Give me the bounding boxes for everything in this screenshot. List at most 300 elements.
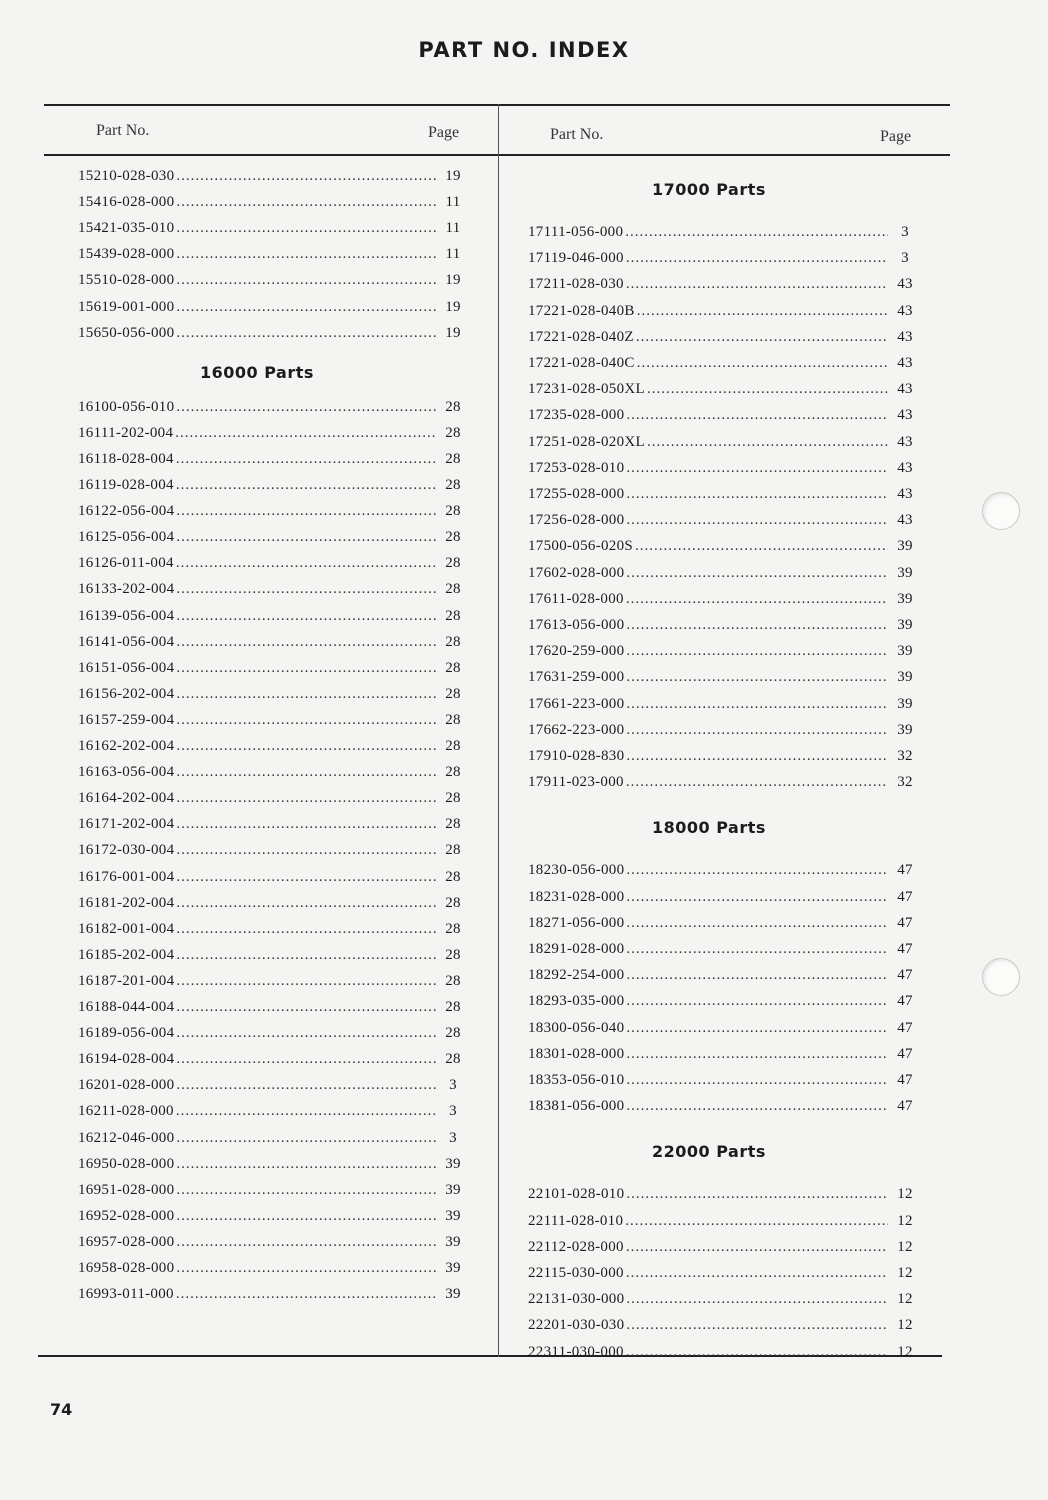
part-number: 17221-028-040Z	[528, 328, 634, 345]
index-entry	[528, 434, 918, 456]
section-heading: 22000 Parts	[652, 1142, 766, 1162]
index-entry	[528, 617, 918, 639]
part-number: 16156-202-004	[78, 685, 175, 702]
dot-leader	[176, 1051, 436, 1068]
part-number: 22101-028-010	[528, 1186, 625, 1203]
index-entry	[78, 503, 466, 525]
part-number: 17111-056-000	[528, 224, 624, 240]
dot-leader	[176, 738, 436, 755]
dot-leader	[176, 220, 436, 237]
page-reference: 28	[445, 972, 461, 989]
page-reference: 28	[445, 659, 461, 676]
page-reference: 28	[445, 999, 461, 1015]
page-reference: 28	[445, 894, 461, 911]
index-entry	[528, 889, 918, 911]
dot-leader	[176, 1286, 436, 1303]
page-reference: 43	[897, 381, 913, 398]
page-reference: 12	[897, 1317, 913, 1334]
page-reference: 43	[897, 459, 913, 476]
page-reference: 39	[897, 643, 913, 660]
part-number: 16111-202-004	[78, 424, 174, 441]
index-entry	[78, 555, 466, 577]
dot-leader	[626, 1239, 888, 1256]
index-entry	[528, 381, 918, 403]
index-entry	[78, 1130, 466, 1152]
dot-leader	[176, 842, 436, 859]
index-entry	[78, 686, 466, 708]
part-number: 15619-001-000	[78, 298, 175, 315]
index-entry	[78, 738, 466, 760]
part-number: 17613-056-000	[528, 617, 625, 633]
page-reference: 28	[445, 1025, 461, 1042]
dot-leader	[637, 303, 888, 320]
dot-leader	[176, 194, 436, 211]
index-entry	[78, 1156, 466, 1178]
dot-leader	[176, 869, 436, 886]
dot-leader	[176, 1156, 436, 1173]
part-number: 17256-028-000	[528, 512, 625, 529]
page-reference: 28	[445, 607, 461, 624]
dot-leader	[176, 608, 436, 625]
index-entry	[528, 460, 918, 482]
dot-leader	[626, 941, 888, 958]
part-number: 17661-223-000	[528, 695, 625, 712]
page-reference: 28	[445, 764, 461, 781]
dot-leader	[626, 1046, 888, 1063]
index-entry	[528, 967, 918, 989]
page-reference: 39	[897, 564, 913, 581]
part-number: 16201-028-000	[78, 1077, 175, 1094]
index-entry	[78, 168, 466, 190]
index-entry	[78, 399, 466, 421]
dot-leader	[626, 1098, 888, 1115]
index-entry	[528, 1213, 918, 1235]
dot-leader	[176, 999, 436, 1016]
index-entry	[78, 1182, 466, 1204]
index-entry	[528, 486, 918, 508]
page-reference: 28	[445, 529, 461, 546]
dot-leader	[626, 591, 888, 608]
page-reference: 28	[445, 711, 461, 728]
section-heading: 16000 Parts	[200, 362, 314, 382]
dot-leader	[626, 748, 888, 765]
part-number: 18231-028-000	[528, 888, 625, 905]
page-reference: 12	[897, 1291, 913, 1308]
page-reference: 47	[897, 888, 913, 905]
part-number: 17602-028-000	[528, 564, 625, 581]
dot-leader	[626, 669, 888, 686]
part-number: 18292-254-000	[528, 967, 625, 984]
part-number: 16194-028-004	[78, 1051, 175, 1068]
dot-leader	[626, 1186, 888, 1203]
page-reference: 12	[897, 1265, 913, 1281]
section-heading: 17000 Parts	[652, 180, 766, 199]
part-number: 16958-028-000	[78, 1260, 175, 1276]
dot-leader	[176, 325, 436, 342]
part-number: 17611-028-000	[528, 590, 624, 607]
part-number: 22131-030-000	[528, 1291, 625, 1308]
part-number: 16141-056-004	[78, 633, 175, 650]
index-entry	[78, 1208, 466, 1230]
index-entry	[78, 921, 466, 943]
index-entry	[78, 1077, 466, 1099]
dot-leader	[626, 1291, 888, 1308]
page-reference: 39	[897, 695, 913, 712]
part-number: 17211-028-030	[528, 276, 624, 293]
page-reference: 47	[897, 914, 913, 931]
dot-leader	[176, 1025, 436, 1042]
page-reference: 47	[897, 941, 913, 957]
page-reference: 39	[445, 1181, 461, 1198]
part-number: 17231-028-050XL	[528, 381, 645, 398]
index-entry	[528, 1072, 918, 1094]
part-number: 15421-035-010	[78, 220, 175, 237]
index-entry	[78, 973, 466, 995]
index-entry	[78, 325, 466, 347]
dot-leader	[626, 276, 888, 293]
dot-leader	[176, 712, 436, 729]
top-rule	[44, 104, 950, 106]
dot-leader	[647, 381, 888, 398]
dot-leader	[176, 1077, 436, 1094]
page-reference: 3	[901, 250, 909, 267]
page-reference: 43	[897, 407, 913, 424]
page-reference: 19	[445, 324, 461, 341]
part-number: 22112-028-000	[528, 1238, 624, 1255]
index-entry	[78, 634, 466, 656]
dot-leader	[637, 355, 888, 372]
index-entry	[528, 329, 918, 351]
page-reference: 19	[445, 168, 461, 184]
index-entry	[78, 660, 466, 682]
index-entry	[78, 1260, 466, 1282]
page-reference: 47	[897, 993, 913, 1010]
part-number: 16181-202-004	[78, 894, 175, 911]
part-number: 18291-028-000	[528, 941, 625, 957]
page-reference: 28	[445, 633, 461, 650]
dot-leader	[176, 272, 436, 289]
index-entry	[528, 1291, 918, 1313]
part-number: 22115-030-000	[528, 1265, 624, 1281]
dot-leader	[176, 816, 436, 833]
index-entry	[78, 999, 466, 1021]
part-number: 17221-028-040B	[528, 302, 635, 319]
part-number: 16188-044-004	[78, 999, 175, 1015]
page-reference: 32	[897, 748, 913, 764]
index-entry	[528, 565, 918, 587]
part-number: 16164-202-004	[78, 790, 175, 807]
part-number: 16993-011-000	[78, 1286, 174, 1303]
page-reference: 28	[445, 503, 461, 520]
part-number: 16176-001-004	[78, 868, 175, 885]
page-reference: 32	[897, 774, 913, 791]
part-number: 17119-046-000	[528, 250, 624, 267]
page-reference: 28	[445, 581, 461, 598]
page-reference: 39	[897, 721, 913, 738]
dot-leader	[626, 407, 888, 424]
part-number: 16187-201-004	[78, 972, 175, 989]
page-reference: 11	[445, 194, 461, 211]
dot-leader	[626, 696, 888, 713]
index-entry	[528, 1046, 918, 1068]
index-entry	[78, 1025, 466, 1047]
page-reference: 12	[897, 1212, 913, 1229]
dot-leader	[176, 973, 436, 990]
dot-leader	[626, 889, 888, 906]
index-entry	[528, 355, 918, 377]
part-number: 15510-028-000	[78, 272, 175, 289]
page-reference: 28	[445, 738, 461, 754]
page-reference: 39	[897, 617, 913, 633]
part-number: 17251-028-020XL	[528, 433, 645, 450]
part-number: 18293-035-000	[528, 993, 625, 1010]
dot-leader	[176, 555, 436, 572]
dot-leader	[176, 399, 436, 416]
index-entry	[528, 224, 918, 246]
dot-leader	[176, 895, 436, 912]
dot-leader	[625, 1213, 888, 1230]
page-reference: 28	[445, 868, 461, 885]
part-number: 16122-056-004	[78, 503, 175, 520]
index-entry	[528, 915, 918, 937]
index-entry	[78, 220, 466, 242]
part-number: 16189-056-004	[78, 1025, 175, 1042]
part-number: 16211-028-000	[78, 1103, 174, 1120]
left-page-header: Page	[428, 124, 460, 141]
dot-leader	[176, 1130, 436, 1147]
index-entry	[78, 1051, 466, 1073]
part-number: 15416-028-000	[78, 194, 175, 211]
page-reference: 28	[445, 477, 461, 493]
page-reference: 47	[897, 1072, 913, 1088]
index-entry	[78, 529, 466, 551]
page-reference: 12	[897, 1238, 913, 1255]
dot-leader	[176, 947, 436, 964]
part-number: 22201-030-030	[528, 1317, 625, 1334]
part-number: 16100-056-010	[78, 398, 175, 415]
dot-leader	[176, 1208, 436, 1225]
part-number: 16163-056-004	[78, 764, 175, 781]
page-reference: 28	[445, 398, 461, 415]
index-entry	[78, 608, 466, 630]
dot-leader	[626, 617, 888, 634]
index-entry	[78, 947, 466, 969]
part-number: 16171-202-004	[78, 816, 175, 833]
index-entry	[78, 816, 466, 838]
page-reference: 28	[445, 842, 461, 859]
dot-leader	[176, 529, 436, 546]
index-entry	[528, 407, 918, 429]
part-number: 16951-028-000	[78, 1181, 175, 1198]
dot-leader	[176, 581, 436, 598]
page-reference: 11	[445, 246, 461, 263]
index-entry	[78, 246, 466, 268]
index-entry	[528, 696, 918, 718]
part-number: 16118-028-004	[78, 450, 174, 467]
index-entry	[528, 643, 918, 665]
part-number: 15650-056-000	[78, 324, 175, 341]
dot-leader	[176, 1103, 436, 1120]
dot-leader	[626, 1072, 888, 1089]
part-number: 18271-056-000	[528, 914, 625, 931]
page-reference: 11	[445, 220, 461, 237]
dot-leader	[626, 967, 888, 984]
right-page-header: Page	[880, 128, 912, 145]
dot-leader	[176, 686, 436, 703]
index-entry	[78, 451, 466, 473]
dot-leader	[176, 660, 436, 677]
part-number: 16126-011-004	[78, 555, 174, 572]
binder-hole-lower	[982, 958, 1020, 996]
page-reference: 39	[897, 538, 913, 555]
part-number: 17253-028-010	[528, 459, 625, 476]
dot-leader	[176, 451, 436, 468]
binder-hole-upper	[982, 492, 1020, 530]
part-number: 16182-001-004	[78, 920, 175, 937]
dot-leader	[176, 764, 436, 781]
page-reference: 43	[897, 276, 913, 293]
part-number: 22111-028-010	[528, 1212, 624, 1229]
index-entry	[528, 1239, 918, 1261]
page-title: PART NO. INDEX	[418, 38, 630, 62]
page-reference: 39	[445, 1207, 461, 1224]
page-reference: 47	[897, 862, 913, 879]
page-reference: 3	[901, 224, 909, 240]
part-number: 18381-056-000	[528, 1098, 625, 1115]
page-reference: 19	[445, 272, 461, 289]
index-entry	[528, 941, 918, 963]
part-number: 17620-259-000	[528, 643, 625, 660]
page-reference: 43	[897, 302, 913, 319]
dot-leader	[176, 246, 436, 263]
page-reference: 19	[445, 298, 461, 315]
dot-leader	[176, 1182, 436, 1199]
part-number: 16952-028-000	[78, 1207, 175, 1224]
page-reference: 3	[449, 1077, 457, 1094]
index-entry	[78, 425, 466, 447]
part-number: 16125-056-004	[78, 529, 175, 546]
index-entry	[78, 1286, 466, 1308]
part-number: 15210-028-030	[78, 168, 175, 184]
part-number: 16957-028-000	[78, 1233, 175, 1250]
index-entry	[78, 299, 466, 321]
header-rule	[44, 154, 950, 156]
part-number: 17910-028-830	[528, 748, 625, 764]
dot-leader	[626, 1020, 888, 1037]
part-number: 17631-259-000	[528, 669, 625, 686]
index-entry	[78, 869, 466, 891]
index-entry	[528, 993, 918, 1015]
part-number: 16133-202-004	[78, 581, 175, 598]
page-reference: 39	[445, 1260, 461, 1276]
page-reference: 28	[445, 555, 461, 572]
page-reference: 39	[897, 590, 913, 607]
dot-leader	[626, 565, 888, 582]
index-entry	[528, 1186, 918, 1208]
page-reference: 47	[897, 967, 913, 984]
dot-leader	[626, 250, 888, 267]
dot-leader	[626, 1344, 888, 1361]
dot-leader	[626, 722, 888, 739]
part-number: 16172-030-004	[78, 842, 175, 859]
page-reference: 47	[897, 1098, 913, 1115]
index-entry	[528, 722, 918, 744]
page-reference: 43	[897, 433, 913, 450]
page-reference: 43	[897, 486, 913, 502]
dot-leader	[636, 329, 888, 346]
index-entry	[528, 1020, 918, 1042]
index-entry	[78, 194, 466, 216]
right-part-no-header: Part No.	[550, 126, 604, 143]
page-reference: 43	[897, 355, 913, 371]
page-reference: 3	[449, 1103, 457, 1120]
part-number: 16185-202-004	[78, 946, 175, 963]
page-reference: 47	[897, 1019, 913, 1036]
dot-leader	[626, 643, 888, 660]
part-number: 17235-028-000	[528, 407, 625, 424]
index-entry	[78, 895, 466, 917]
part-number: 18300-056-040	[528, 1019, 625, 1036]
page-reference: 39	[445, 1233, 461, 1250]
dot-leader	[176, 503, 436, 520]
index-entry	[528, 591, 918, 613]
index-entry	[528, 1265, 918, 1287]
page-reference: 28	[445, 450, 461, 467]
part-number: 16139-056-004	[78, 607, 175, 624]
dot-leader	[635, 538, 888, 555]
dot-leader	[626, 774, 888, 791]
dot-leader	[626, 1265, 888, 1282]
page-reference: 39	[445, 1286, 461, 1303]
page-reference: 3	[449, 1129, 457, 1146]
index-entry	[528, 774, 918, 796]
page-reference: 28	[445, 1051, 461, 1068]
index-entry	[528, 512, 918, 534]
page-reference: 28	[445, 946, 461, 963]
dot-leader	[626, 486, 888, 503]
dot-leader	[626, 512, 888, 529]
index-entry	[528, 862, 918, 884]
column-divider	[498, 104, 499, 1357]
page-reference: 47	[897, 1045, 913, 1062]
part-number: 16151-056-004	[78, 659, 175, 676]
page-reference: 28	[445, 685, 461, 702]
page-reference: 28	[445, 424, 461, 441]
index-entry	[78, 581, 466, 603]
index-entry	[78, 272, 466, 294]
index-entry	[78, 712, 466, 734]
part-number: 17911-023-000	[528, 774, 624, 791]
page-reference: 12	[897, 1343, 913, 1360]
index-entry	[528, 1317, 918, 1339]
index-entry	[78, 790, 466, 812]
page-number: 74	[50, 1400, 73, 1419]
page-reference: 43	[897, 512, 913, 529]
part-number: 17500-056-020S	[528, 538, 634, 555]
dot-leader	[626, 862, 888, 879]
dot-leader	[176, 477, 436, 494]
dot-leader	[176, 299, 436, 316]
dot-leader	[626, 460, 888, 477]
dot-leader	[176, 634, 436, 651]
part-number: 22311-030-000	[528, 1343, 624, 1360]
part-number: 16950-028-000	[78, 1155, 175, 1172]
section-heading: 18000 Parts	[652, 818, 766, 838]
index-entry	[528, 748, 918, 770]
index-entry	[528, 1344, 918, 1366]
dot-leader	[626, 993, 888, 1010]
index-entry	[78, 477, 466, 499]
